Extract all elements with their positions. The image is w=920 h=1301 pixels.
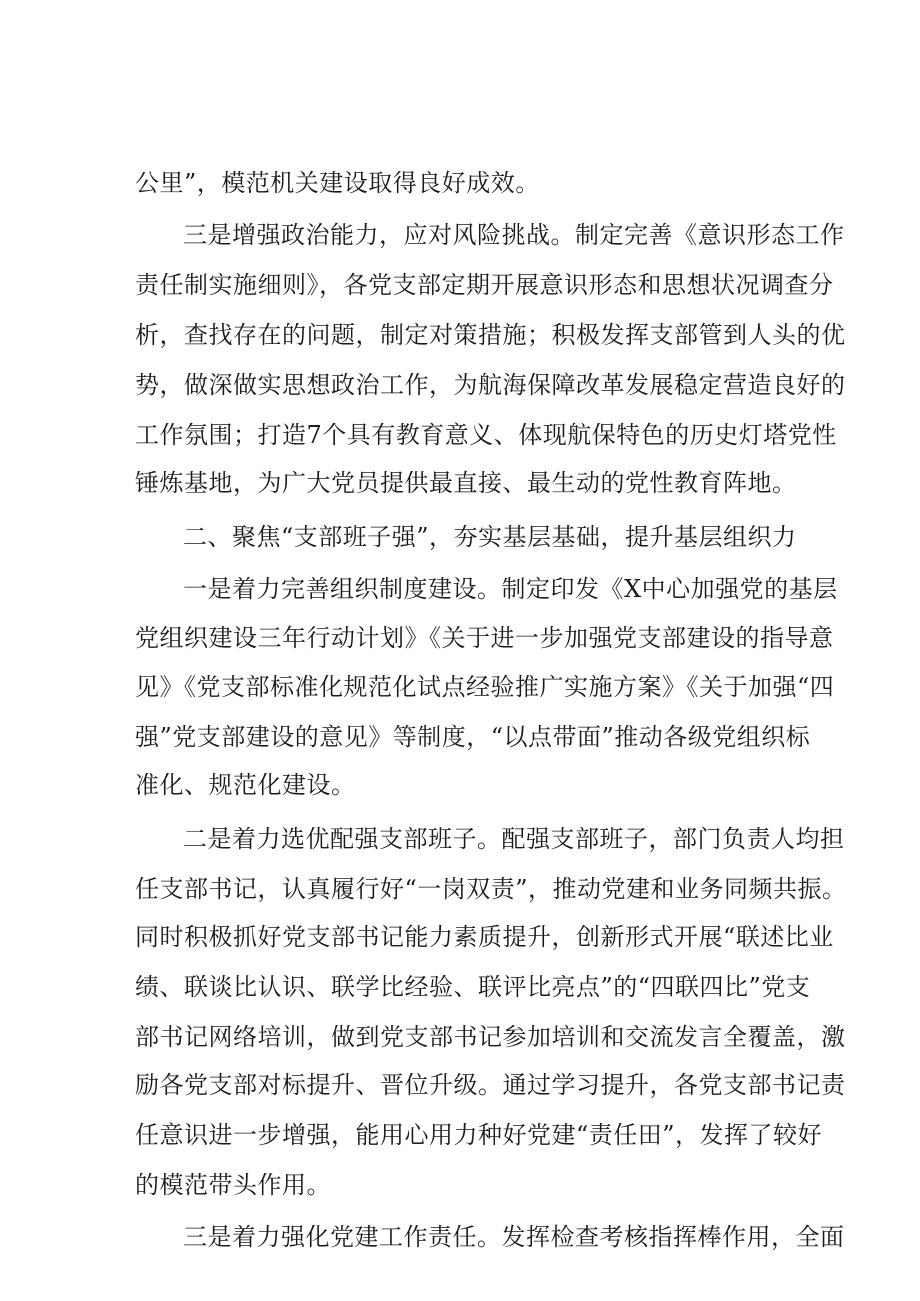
text-line: 二是着力选优配强支部班子。配强支部班子，部门负责人均担 [183,825,845,853]
text-line: 责任制实施细则》，各党支部定期开展意识形态和思想状况调查分 [135,271,834,299]
text-line: 同时积极抓好党支部书记能力素质提升，创新形式开展“联述比业 [135,923,834,951]
text-line: 势，做深做实思想政治工作，为航海保障改革发展稳定营造良好的 [135,371,846,399]
text-line: 见》《党支部标准化规范化试点经验推广实施方案》《关于加强“四 [135,673,835,701]
text-line: 部书记网络培训，做到党支部书记参加培训和交流发言全覆盖，激 [135,1023,846,1051]
text-line: 析，查找存在的问题，制定对策措施；积极发挥支部管到人头的优 [135,321,846,349]
text-line: 任支部书记，认真履行好“一岗双责”，推动党建和业务同频共振。 [135,875,847,903]
text-line: 任意识进一步增强，能用心用力种好党建“责任田”，发挥了较好 [135,1121,823,1149]
section-heading: 二、聚焦“支部班子强”，夯实基层基础，提升基层组织力 [183,523,797,551]
text-line: 三是增强政治能力，应对风险挑战。制定完善《意识形态工作 [183,221,845,249]
text-line: 公里”，模范机关建设取得良好成效。 [135,169,540,197]
text-line: 励各党支部对标提升、晋位升级。通过学习提升，各党支部书记责 [135,1071,846,1099]
text-line: 准化、规范化建设。 [135,771,356,799]
text-line: 锤炼基地，为广大党员提供最直接、最生动的党性教育阵地。 [135,469,797,497]
text-line: 的模范带头作用。 [135,1171,331,1199]
text-line: 工作氛围；打造7个具有教育意义、体现航保特色的历史灯塔党性 [135,421,837,449]
text-line: 一是着力完善组织制度建设。制定印发《X中心加强党的基层 [183,575,838,603]
text-line: 绩、联谈比认识、联学比经验、联评比亮点”的“四联四比”党支 [135,973,811,1001]
text-line: 三是着力强化党建工作责任。发挥检查考核指挥棒作用，全面 [183,1223,845,1251]
text-line: 强”党支部建设的意见》等制度，“以点带面”推动各级党组织标 [135,723,811,751]
text-line: 党组织建设三年行动计划》《关于进一步加强党支部建设的指导意 [135,624,834,652]
